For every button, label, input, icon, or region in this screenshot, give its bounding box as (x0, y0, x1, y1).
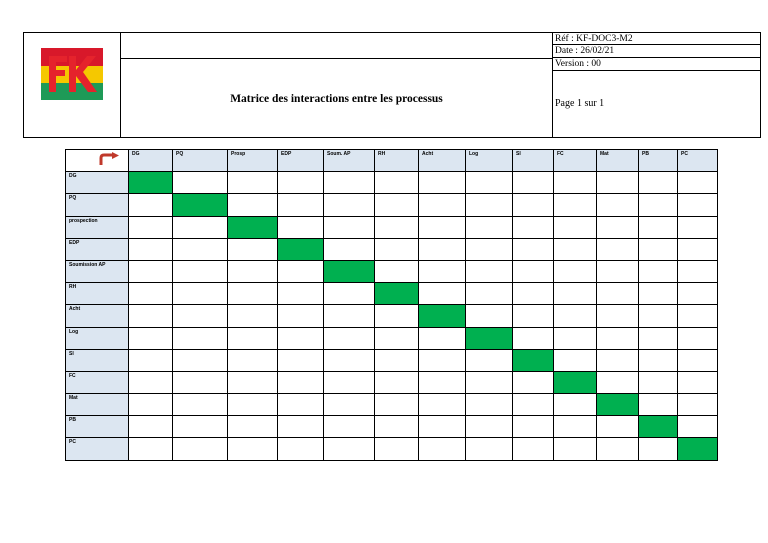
matrix-cell (466, 305, 513, 327)
matrix-cell (375, 238, 419, 260)
matrix-row (66, 394, 718, 416)
matrix-cell (466, 371, 513, 393)
matrix-row (66, 216, 718, 238)
matrix-cell (597, 172, 639, 194)
matrix-cell (513, 194, 554, 216)
matrix-cell (678, 305, 718, 327)
matrix-cell (554, 172, 597, 194)
matrix-row (66, 283, 718, 305)
matrix-cell (639, 216, 678, 238)
diagonal-cell (324, 260, 375, 282)
row-header: Log (66, 327, 129, 349)
matrix-cell (375, 172, 419, 194)
matrix-cell (419, 283, 466, 305)
matrix-cell (419, 327, 466, 349)
matrix-cell (513, 172, 554, 194)
matrix-cell (678, 394, 718, 416)
matrix-cell (173, 349, 228, 371)
matrix-cell (129, 238, 173, 260)
matrix-header-row (66, 150, 718, 172)
matrix-cell (678, 194, 718, 216)
row-header: SI (66, 349, 129, 371)
matrix-cell (513, 416, 554, 438)
matrix-cell (228, 371, 278, 393)
matrix-cell (129, 416, 173, 438)
column-header: Mat (597, 150, 639, 172)
row-header: RH (66, 283, 129, 305)
matrix-cell (678, 283, 718, 305)
matrix-cell (554, 305, 597, 327)
header-divider (120, 33, 121, 137)
matrix-cell (419, 172, 466, 194)
matrix-cell (375, 349, 419, 371)
column-header: SI (513, 150, 554, 172)
matrix-cell (375, 260, 419, 282)
matrix-cell (228, 172, 278, 194)
matrix-cell (129, 283, 173, 305)
matrix-cell (554, 238, 597, 260)
matrix-cell (513, 327, 554, 349)
matrix-cell (278, 438, 324, 460)
matrix-cell (324, 416, 375, 438)
matrix-cell (597, 438, 639, 460)
matrix-cell (513, 238, 554, 260)
matrix-cell (639, 438, 678, 460)
header-divider (552, 33, 553, 137)
matrix-row (66, 327, 718, 349)
document-title: Matrice des interactions entre les processus (230, 93, 443, 105)
diagonal-cell (129, 172, 173, 194)
row-header: Soumission AP (66, 260, 129, 282)
matrix-cell (678, 327, 718, 349)
matrix-cell (129, 438, 173, 460)
matrix-cell (228, 283, 278, 305)
column-header: PQ (173, 150, 228, 172)
matrix-cell (419, 349, 466, 371)
header-divider (552, 57, 760, 58)
matrix-cell (419, 371, 466, 393)
matrix-row (66, 305, 718, 327)
interaction-matrix (65, 149, 718, 461)
row-header: Acht (66, 305, 129, 327)
matrix-row (66, 349, 718, 371)
matrix-cell (639, 260, 678, 282)
column-header: EDP (278, 150, 324, 172)
matrix-cell (597, 305, 639, 327)
matrix-cell (173, 327, 228, 349)
matrix-cell (228, 305, 278, 327)
matrix-cell (129, 260, 173, 282)
matrix-cell (375, 194, 419, 216)
diagonal-cell (419, 305, 466, 327)
row-header: DG (66, 172, 129, 194)
matrix-cell (375, 216, 419, 238)
matrix-cell (554, 216, 597, 238)
row-header: EDP (66, 238, 129, 260)
matrix-cell (129, 327, 173, 349)
matrix-cell (324, 327, 375, 349)
matrix-cell (324, 238, 375, 260)
header-divider (552, 70, 760, 71)
matrix-cell (375, 438, 419, 460)
matrix-row (66, 172, 718, 194)
matrix-cell (228, 194, 278, 216)
matrix-cell (513, 394, 554, 416)
row-header: PQ (66, 194, 129, 216)
row-header: prospection (66, 216, 129, 238)
matrix-cell (278, 283, 324, 305)
matrix-cell (597, 327, 639, 349)
matrix-cell (639, 394, 678, 416)
diagonal-cell (375, 283, 419, 305)
matrix-cell (129, 194, 173, 216)
matrix-cell (173, 438, 228, 460)
header-divider (120, 58, 552, 59)
matrix-cell (513, 216, 554, 238)
row-header: Mat (66, 394, 129, 416)
matrix-cell (466, 238, 513, 260)
matrix-cell (173, 172, 228, 194)
matrix-cell (513, 371, 554, 393)
matrix-cell (324, 305, 375, 327)
column-header: FC (554, 150, 597, 172)
matrix-cell (129, 305, 173, 327)
matrix-row (66, 416, 718, 438)
matrix-cell (419, 438, 466, 460)
matrix-cell (173, 371, 228, 393)
matrix-cell (554, 283, 597, 305)
matrix-cell (324, 172, 375, 194)
matrix-cell (375, 394, 419, 416)
matrix-cell (597, 416, 639, 438)
matrix-cell (554, 349, 597, 371)
turn-arrow-icon (99, 152, 121, 166)
column-header: PC (678, 150, 718, 172)
matrix-cell (419, 238, 466, 260)
matrix-row (66, 260, 718, 282)
matrix-cell (554, 260, 597, 282)
column-header: DG (129, 150, 173, 172)
diagonal-cell (513, 349, 554, 371)
matrix-cell (324, 194, 375, 216)
matrix-cell (513, 305, 554, 327)
matrix-cell (513, 260, 554, 282)
matrix-cell (324, 216, 375, 238)
diagonal-cell (554, 371, 597, 393)
matrix-cell (639, 194, 678, 216)
column-header: RH (375, 150, 419, 172)
matrix-cell (554, 416, 597, 438)
matrix-cell (278, 327, 324, 349)
matrix-cell (513, 438, 554, 460)
matrix-cell (419, 416, 466, 438)
matrix-cell (324, 394, 375, 416)
matrix-cell (513, 283, 554, 305)
matrix-cell (466, 416, 513, 438)
matrix-cell (678, 172, 718, 194)
matrix-cell (173, 238, 228, 260)
matrix-corner-cell (66, 150, 129, 172)
matrix-cell (228, 438, 278, 460)
matrix-cell (678, 371, 718, 393)
matrix-cell (129, 394, 173, 416)
matrix-cell (597, 283, 639, 305)
matrix-cell (278, 216, 324, 238)
page-number: Page 1 sur 1 (555, 98, 605, 109)
matrix-cell (554, 438, 597, 460)
matrix-cell (597, 216, 639, 238)
document-header (23, 32, 761, 138)
matrix-cell (639, 349, 678, 371)
matrix-cell (419, 194, 466, 216)
matrix-cell (173, 216, 228, 238)
matrix-cell (228, 327, 278, 349)
matrix-cell (375, 305, 419, 327)
matrix-cell (278, 416, 324, 438)
matrix-cell (324, 349, 375, 371)
matrix-cell (678, 216, 718, 238)
matrix-row (66, 438, 718, 460)
matrix-row (66, 371, 718, 393)
matrix-cell (639, 283, 678, 305)
matrix-cell (228, 260, 278, 282)
matrix-cell (466, 438, 513, 460)
matrix-cell (597, 260, 639, 282)
matrix-cell (375, 327, 419, 349)
matrix-cell (678, 238, 718, 260)
matrix-cell (554, 327, 597, 349)
matrix-cell (554, 394, 597, 416)
matrix-cell (129, 216, 173, 238)
diagonal-cell (466, 327, 513, 349)
matrix-cell (173, 416, 228, 438)
matrix-cell (466, 194, 513, 216)
matrix-cell (639, 371, 678, 393)
matrix-cell (173, 283, 228, 305)
matrix-cell (278, 394, 324, 416)
matrix-cell (419, 260, 466, 282)
matrix-cell (419, 216, 466, 238)
matrix-cell (173, 305, 228, 327)
date-label: Date : 26/02/21 (555, 46, 615, 56)
matrix-row (66, 238, 718, 260)
diagonal-cell (228, 216, 278, 238)
diagonal-cell (597, 394, 639, 416)
diagonal-cell (173, 194, 228, 216)
matrix-cell (639, 305, 678, 327)
matrix-cell (324, 371, 375, 393)
matrix-cell (228, 394, 278, 416)
matrix-cell (278, 194, 324, 216)
matrix-cell (554, 194, 597, 216)
column-header: Soum. AP (324, 150, 375, 172)
reference-label: Réf : KF-DOC3-M2 (555, 34, 633, 44)
matrix-cell (375, 416, 419, 438)
matrix-cell (466, 283, 513, 305)
matrix-cell (597, 371, 639, 393)
matrix-cell (678, 260, 718, 282)
row-header: PB (66, 416, 129, 438)
matrix-cell (639, 238, 678, 260)
matrix-cell (466, 260, 513, 282)
matrix-cell (466, 172, 513, 194)
matrix-cell (466, 394, 513, 416)
diagonal-cell (678, 438, 718, 460)
matrix-cell (228, 349, 278, 371)
matrix-cell (278, 172, 324, 194)
column-header: Acht (419, 150, 466, 172)
matrix-cell (324, 283, 375, 305)
matrix-cell (129, 349, 173, 371)
matrix-cell (278, 260, 324, 282)
matrix-cell (173, 260, 228, 282)
matrix-cell (228, 416, 278, 438)
matrix-cell (639, 172, 678, 194)
column-header: Log (466, 150, 513, 172)
diagonal-cell (639, 416, 678, 438)
matrix-cell (597, 349, 639, 371)
matrix-cell (375, 371, 419, 393)
matrix-cell (324, 438, 375, 460)
matrix-cell (278, 305, 324, 327)
matrix-cell (228, 238, 278, 260)
row-header: PC (66, 438, 129, 460)
matrix-cell (678, 349, 718, 371)
column-header: PB (639, 150, 678, 172)
matrix-cell (597, 194, 639, 216)
matrix-cell (639, 327, 678, 349)
version-label: Version : 00 (555, 59, 601, 69)
matrix-cell (678, 416, 718, 438)
company-logo (41, 48, 103, 100)
matrix-cell (173, 394, 228, 416)
row-header: FC (66, 371, 129, 393)
matrix-cell (597, 238, 639, 260)
matrix-cell (278, 371, 324, 393)
diagonal-cell (278, 238, 324, 260)
matrix-cell (278, 349, 324, 371)
matrix-cell (466, 216, 513, 238)
column-header: Prosp (228, 150, 278, 172)
matrix-cell (419, 394, 466, 416)
matrix-cell (129, 371, 173, 393)
matrix-row (66, 194, 718, 216)
matrix-cell (466, 349, 513, 371)
